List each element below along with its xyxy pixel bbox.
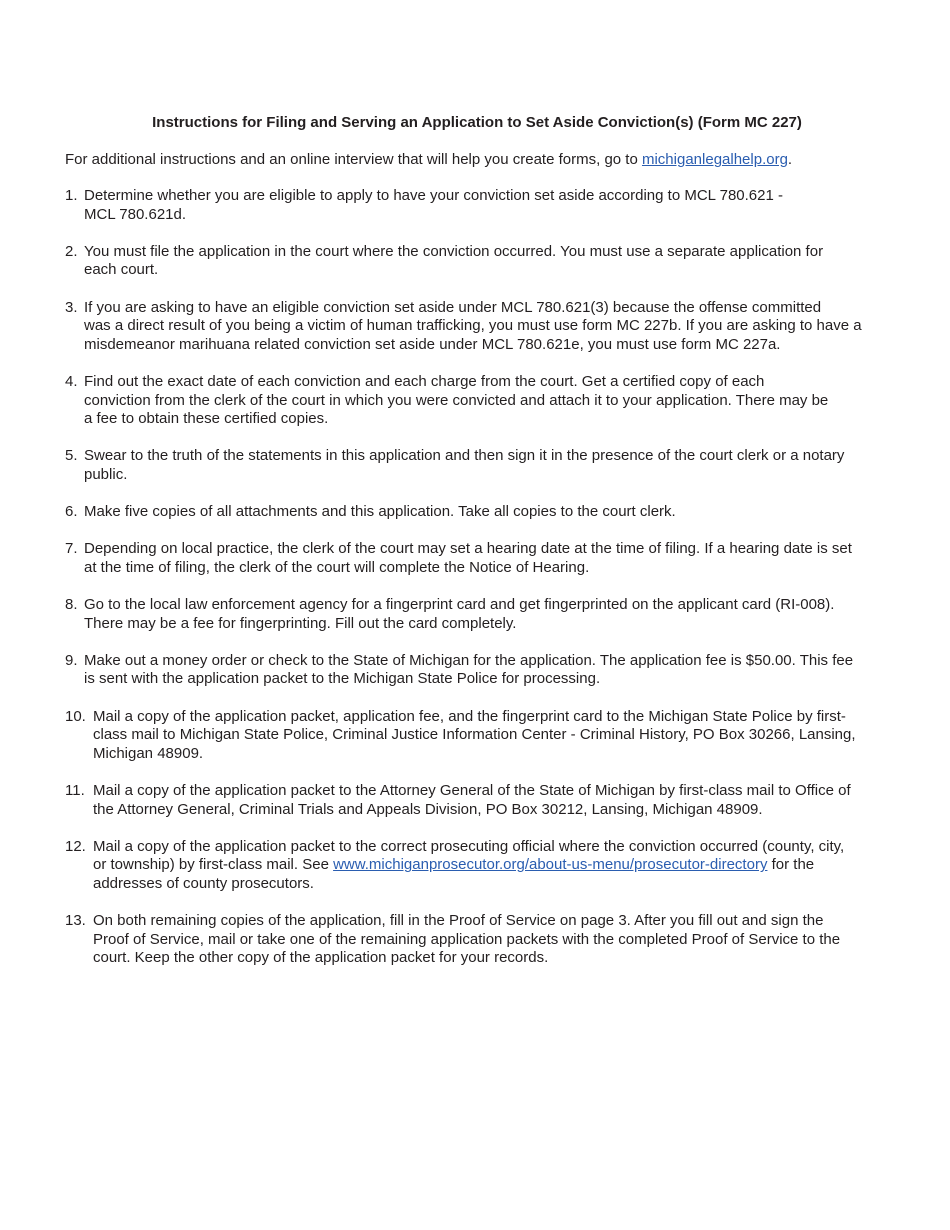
instruction-item-12 xyxy=(65,838,895,894)
item-text xyxy=(84,299,895,355)
instruction-item-4 xyxy=(65,373,895,429)
item-line: was a direct result of you being a victim of human trafficking, you must use form MC 227b. If you are asking to have a xyxy=(84,317,862,335)
item-text xyxy=(84,447,895,484)
intro-paragraph xyxy=(65,150,895,169)
item-line: court. Keep the other copy of the application packet for your records. xyxy=(93,949,549,967)
instruction-item-7 xyxy=(65,540,895,577)
item-text xyxy=(84,503,895,522)
item-text xyxy=(84,596,895,633)
item-number: 1. xyxy=(65,187,78,204)
instruction-item-13 xyxy=(65,912,895,968)
item-text xyxy=(84,373,895,429)
item-line: Swear to the truth of the statements in this application and then sign it in the presence of the court clerk or a notary xyxy=(84,447,845,465)
item-line: public. xyxy=(84,465,128,483)
item-line: Proof of Service, mail or take one of the remaining application packets with the completed Proof of Service to the xyxy=(93,930,841,948)
item-number: 9. xyxy=(65,651,78,669)
item-number: 3. xyxy=(65,298,78,316)
instruction-item-1 xyxy=(65,187,895,224)
item-number: 5. xyxy=(65,447,78,465)
item-line: MCL 780.621d. xyxy=(84,205,187,223)
item-line: is sent with the application packet to the Michigan State Police for processing. xyxy=(84,670,601,688)
intro-period: . xyxy=(787,151,793,168)
item-line: Mail a copy of the application packet to the Attorney General of the State of Michigan by first-class mail to Office of xyxy=(93,782,851,799)
item-line: the Attorney General, Criminal Trials and Appeals Division, PO Box 30212, Lansing, Michigan 48909. xyxy=(93,800,763,818)
item-text xyxy=(84,243,895,280)
intro-text: For additional instructions and an online interview that will help you create forms, go to xyxy=(65,151,642,168)
item-line: at the time of filing, the clerk of the court will complete the Notice of Hearing. xyxy=(84,558,590,576)
item-line: addresses of county prosecutors. xyxy=(93,874,314,892)
item-number: 6. xyxy=(65,503,78,521)
prosecutor-directory-link[interactable]: www.michiganprosecutor.org/about-us-menu/prosecutor-directory xyxy=(333,856,768,874)
item-line: If you are asking to have an eligible conviction set aside under MCL 780.621(3) because the offense committed xyxy=(84,298,822,316)
item-text xyxy=(93,912,895,968)
item-line: Mail a copy of the application packet to the correct prosecuting official where the conviction occurred (county, city, xyxy=(93,837,845,855)
item-number: 13. xyxy=(65,912,86,930)
michiganlegalhelp-link[interactable]: michiganlegalhelp.org xyxy=(641,151,788,168)
instruction-item-2 xyxy=(65,243,895,280)
item-text xyxy=(93,782,895,819)
item-line: On both remaining copies of the application, fill in the Proof of Service on page 3. After you fill out and sign the xyxy=(93,912,824,930)
item-text xyxy=(93,838,895,894)
instruction-item-5 xyxy=(65,447,895,484)
item-line: There may be a fee for fingerprinting. Fill out the card completely. xyxy=(84,614,517,632)
instruction-list xyxy=(65,187,895,987)
item-line: Depending on local practice, the clerk of the court may set a hearing date at the time of filing. If a hearing date is set xyxy=(84,540,852,558)
item-number: 4. xyxy=(65,372,78,390)
item-line: conviction from the clerk of the court in which you were convicted and attach it to your application. There may be xyxy=(84,391,829,409)
item-line-text: for the xyxy=(767,856,815,874)
item-text xyxy=(93,708,895,764)
document-title: Instructions for Filing and Serving an Application to Set Aside Conviction(s) (Form MC 227) xyxy=(152,114,802,131)
instruction-item-6 xyxy=(65,503,895,522)
item-line: Find out the exact date of each conviction and each charge from the court. Get a certified copy of each xyxy=(84,372,765,390)
item-line: Mail a copy of the application packet, application fee, and the fingerprint card to the Michigan State Police by first- xyxy=(93,707,846,725)
item-text xyxy=(84,652,895,689)
item-line-text: or township) by first-class mail. See xyxy=(93,856,334,874)
item-line: class mail to Michigan State Police, Criminal Justice Information Center - Criminal History, PO Box 30266, Lansing, xyxy=(93,726,856,744)
item-line: Michigan 48909. xyxy=(93,744,204,762)
item-number: 2. xyxy=(65,242,78,260)
instruction-item-10 xyxy=(65,708,895,764)
item-line: a fee to obtain these certified copies. xyxy=(84,410,329,428)
instruction-item-9 xyxy=(65,652,895,689)
item-number: 12. xyxy=(65,837,86,855)
item-text xyxy=(84,540,895,577)
item-line: Determine whether you are eligible to apply to have your conviction set aside according to MCL 780.621 - xyxy=(84,187,784,204)
item-number: 8. xyxy=(65,596,78,614)
item-number: 10. xyxy=(65,707,86,725)
instruction-item-11 xyxy=(65,782,895,819)
item-line: You must file the application in the court where the conviction occurred. You must use a separate application for xyxy=(84,242,824,260)
item-line: misdemeanor marihuana related conviction set aside under MCL 780.621e, you must use form MC 227a. xyxy=(84,335,781,353)
item-text xyxy=(84,187,895,224)
instruction-item-3 xyxy=(65,299,895,355)
item-line: Make out a money order or check to the State of Michigan for the application. The application fee is $50.00. This fee xyxy=(84,651,854,669)
instruction-item-8 xyxy=(65,596,895,633)
item-line: Make five copies of all attachments and this application. Take all copies to the court clerk. xyxy=(84,503,676,521)
item-line xyxy=(93,856,814,873)
item-number: 7. xyxy=(65,540,78,558)
item-line: each court. xyxy=(84,261,159,279)
item-number: 11. xyxy=(65,782,85,799)
item-line: Go to the local law enforcement agency for a fingerprint card and get fingerprinted on the applicant card (RI-008). xyxy=(84,596,835,614)
